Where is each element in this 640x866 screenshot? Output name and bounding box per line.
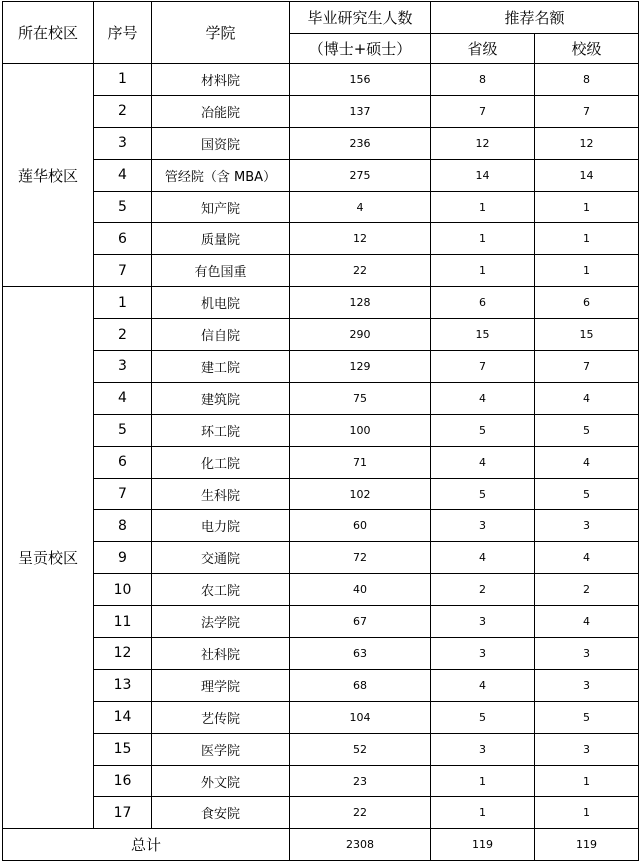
row-index: 7: [94, 478, 152, 510]
total-provincial: 119: [431, 829, 535, 861]
college-name: 材料院: [152, 64, 290, 96]
college-name: 机电院: [152, 287, 290, 319]
row-index: 11: [94, 606, 152, 638]
graduate-count: 236: [290, 127, 431, 159]
provincial-quota: 15: [431, 319, 535, 351]
table-row: [3, 638, 639, 670]
college-name: 管经院（含 MBA）: [152, 159, 290, 191]
row-index: 5: [94, 414, 152, 446]
table-row: [3, 669, 639, 701]
header-graduates-sub: （博士+硕士）: [290, 34, 431, 64]
total-graduates: 2308: [290, 829, 431, 861]
row-index: 14: [94, 701, 152, 733]
graduate-count: 52: [290, 733, 431, 765]
row-index: 7: [94, 255, 152, 287]
provincial-quota: 2: [431, 574, 535, 606]
row-index: 12: [94, 638, 152, 670]
school-quota: 5: [535, 414, 639, 446]
school-quota: 6: [535, 287, 639, 319]
row-index: 2: [94, 95, 152, 127]
header-recommend: 推荐名额: [431, 2, 639, 34]
graduate-count: 72: [290, 542, 431, 574]
college-name: 有色国重: [152, 255, 290, 287]
school-quota: 4: [535, 542, 639, 574]
college-name: 知产院: [152, 191, 290, 223]
table-header: [3, 2, 639, 64]
header-index: 序号: [94, 2, 152, 64]
graduate-count: 4: [290, 191, 431, 223]
row-index: 3: [94, 351, 152, 383]
graduate-count: 290: [290, 319, 431, 351]
table-row: [3, 255, 639, 287]
provincial-quota: 1: [431, 765, 535, 797]
graduate-count: 22: [290, 255, 431, 287]
table-row: [3, 765, 639, 797]
provincial-quota: 4: [431, 669, 535, 701]
row-index: 6: [94, 223, 152, 255]
total-row: [3, 829, 639, 861]
table-row: [3, 287, 639, 319]
graduate-count: 60: [290, 510, 431, 542]
campus-name: 莲华校区: [3, 64, 94, 287]
graduate-count: 40: [290, 574, 431, 606]
row-index: 10: [94, 574, 152, 606]
graduate-count: 71: [290, 446, 431, 478]
table-row: [3, 542, 639, 574]
provincial-quota: 8: [431, 64, 535, 96]
table-row: [3, 127, 639, 159]
table-footer: [3, 829, 639, 861]
school-quota: 3: [535, 510, 639, 542]
college-name: 外文院: [152, 765, 290, 797]
graduate-count: 22: [290, 797, 431, 829]
header-provincial: 省级: [431, 34, 535, 64]
graduate-count: 100: [290, 414, 431, 446]
college-name: 环工院: [152, 414, 290, 446]
provincial-quota: 3: [431, 606, 535, 638]
college-name: 医学院: [152, 733, 290, 765]
provincial-quota: 12: [431, 127, 535, 159]
provincial-quota: 1: [431, 797, 535, 829]
college-name: 法学院: [152, 606, 290, 638]
row-index: 15: [94, 733, 152, 765]
graduate-count: 75: [290, 382, 431, 414]
provincial-quota: 1: [431, 223, 535, 255]
header-campus: 所在校区: [3, 2, 94, 64]
college-name: 信自院: [152, 319, 290, 351]
header-school: 校级: [535, 34, 639, 64]
row-index: 3: [94, 127, 152, 159]
college-name: 冶能院: [152, 95, 290, 127]
college-name: 农工院: [152, 574, 290, 606]
graduate-count: 67: [290, 606, 431, 638]
graduate-count: 137: [290, 95, 431, 127]
table-row: [3, 351, 639, 383]
table-row: [3, 95, 639, 127]
provincial-quota: 4: [431, 446, 535, 478]
row-index: 17: [94, 797, 152, 829]
graduate-count: 104: [290, 701, 431, 733]
college-name: 艺传院: [152, 701, 290, 733]
table-body: [3, 64, 639, 829]
table-row: [3, 478, 639, 510]
school-quota: 1: [535, 797, 639, 829]
graduate-count: 156: [290, 64, 431, 96]
provincial-quota: 3: [431, 510, 535, 542]
row-index: 8: [94, 510, 152, 542]
table-row: [3, 191, 639, 223]
school-quota: 5: [535, 701, 639, 733]
table-row: [3, 446, 639, 478]
provincial-quota: 7: [431, 95, 535, 127]
college-name: 生科院: [152, 478, 290, 510]
row-index: 2: [94, 319, 152, 351]
graduate-count: 68: [290, 669, 431, 701]
quota-table: [2, 1, 639, 861]
provincial-quota: 1: [431, 255, 535, 287]
table-row: [3, 159, 639, 191]
school-quota: 7: [535, 95, 639, 127]
row-index: 4: [94, 159, 152, 191]
graduate-count: 23: [290, 765, 431, 797]
table-row: [3, 606, 639, 638]
school-quota: 1: [535, 223, 639, 255]
row-index: 13: [94, 669, 152, 701]
provincial-quota: 14: [431, 159, 535, 191]
row-index: 5: [94, 191, 152, 223]
provincial-quota: 5: [431, 478, 535, 510]
college-name: 化工院: [152, 446, 290, 478]
table-row: [3, 319, 639, 351]
school-quota: 4: [535, 382, 639, 414]
provincial-quota: 5: [431, 414, 535, 446]
total-school: 119: [535, 829, 639, 861]
row-index: 6: [94, 446, 152, 478]
school-quota: 1: [535, 765, 639, 797]
graduate-count: 12: [290, 223, 431, 255]
school-quota: 12: [535, 127, 639, 159]
provincial-quota: 6: [431, 287, 535, 319]
table-row: [3, 797, 639, 829]
table-row: [3, 510, 639, 542]
graduate-count: 275: [290, 159, 431, 191]
school-quota: 3: [535, 669, 639, 701]
row-index: 9: [94, 542, 152, 574]
table-row: [3, 414, 639, 446]
total-label: 总计: [3, 829, 290, 861]
table-row: [3, 733, 639, 765]
table-row: [3, 223, 639, 255]
school-quota: 4: [535, 606, 639, 638]
table-row: [3, 701, 639, 733]
school-quota: 4: [535, 446, 639, 478]
graduate-count: 102: [290, 478, 431, 510]
table-row: [3, 64, 639, 96]
college-name: 建筑院: [152, 382, 290, 414]
header-college: 学院: [152, 2, 290, 64]
college-name: 理学院: [152, 669, 290, 701]
school-quota: 3: [535, 638, 639, 670]
school-quota: 3: [535, 733, 639, 765]
provincial-quota: 7: [431, 351, 535, 383]
header-graduates: 毕业研究生人数: [290, 2, 431, 34]
college-name: 电力院: [152, 510, 290, 542]
table-row: [3, 574, 639, 606]
school-quota: 1: [535, 255, 639, 287]
provincial-quota: 3: [431, 733, 535, 765]
college-name: 质量院: [152, 223, 290, 255]
row-index: 1: [94, 287, 152, 319]
graduate-count: 129: [290, 351, 431, 383]
row-index: 4: [94, 382, 152, 414]
college-name: 食安院: [152, 797, 290, 829]
row-index: 1: [94, 64, 152, 96]
provincial-quota: 3: [431, 638, 535, 670]
row-index: 16: [94, 765, 152, 797]
college-name: 建工院: [152, 351, 290, 383]
provincial-quota: 1: [431, 191, 535, 223]
school-quota: 1: [535, 191, 639, 223]
school-quota: 15: [535, 319, 639, 351]
school-quota: 8: [535, 64, 639, 96]
graduate-count: 63: [290, 638, 431, 670]
graduate-count: 128: [290, 287, 431, 319]
provincial-quota: 4: [431, 382, 535, 414]
school-quota: 14: [535, 159, 639, 191]
campus-name: 呈贡校区: [3, 287, 94, 829]
school-quota: 5: [535, 478, 639, 510]
college-name: 社科院: [152, 638, 290, 670]
school-quota: 2: [535, 574, 639, 606]
school-quota: 7: [535, 351, 639, 383]
provincial-quota: 4: [431, 542, 535, 574]
table-row: [3, 382, 639, 414]
college-name: 交通院: [152, 542, 290, 574]
provincial-quota: 5: [431, 701, 535, 733]
college-name: 国资院: [152, 127, 290, 159]
